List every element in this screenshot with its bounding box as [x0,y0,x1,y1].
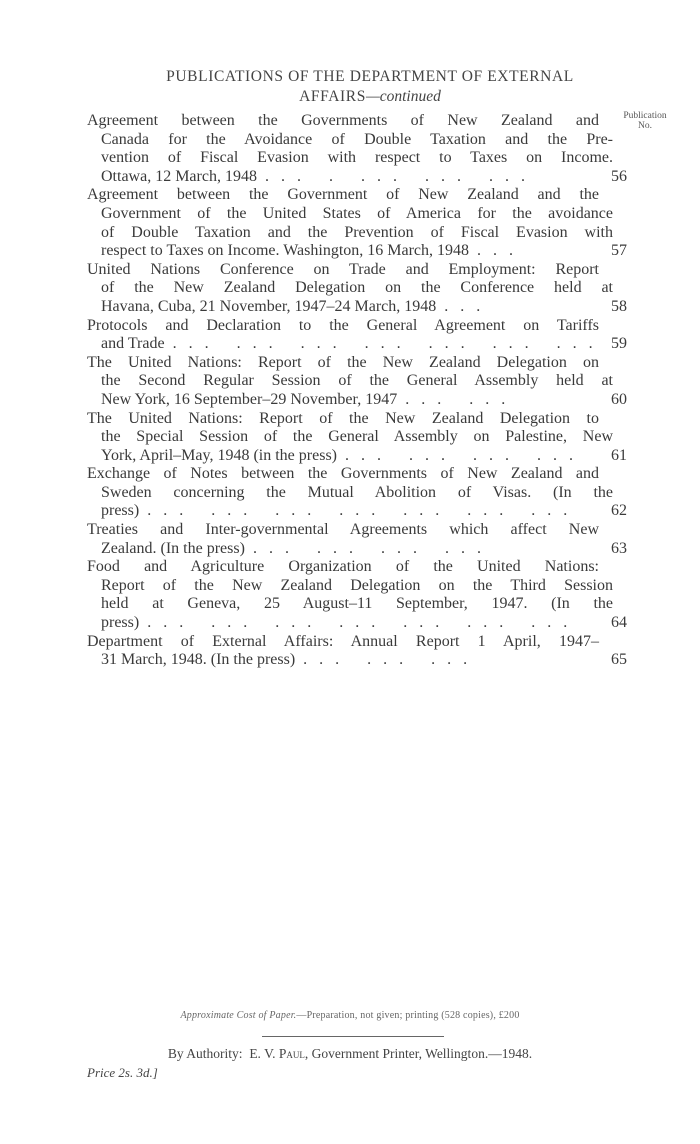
entry-last-line-text: Zealand. (In the press) [101,539,245,557]
publication-number: 64 [611,614,627,632]
entry-text-line [87,502,613,521]
publication-entry [87,558,687,632]
publication-entry [87,354,687,410]
entry-text-line: the Special Session of the General Assembly on Palestine, New [101,428,613,446]
entry-text-line: of Double Taxation and the Prevention of Fiscal Evasion with [101,223,613,241]
entry-last-line-text: respect to Taxes on Income. Washington, 16 March, 1948 [101,242,470,260]
authority-name: E. V. Paul [249,1046,305,1061]
publication-number: 61 [611,446,627,464]
dot-leader: ... ... ... [303,651,480,669]
publication-number: 57 [611,242,627,260]
entry-text-line: held at Geneva, 25 August–11 September, 1947. (In the [101,595,613,613]
publication-entry [87,186,687,260]
dot-leader: ... ... ... ... [345,446,585,464]
cost-of-paper [0,1010,700,1021]
publication-number: 56 [611,167,627,185]
publication-entry [87,521,687,558]
dot-leader: ... ... [405,390,518,408]
publication-list [87,112,687,670]
entry-last-line-text: and Trade [101,335,165,353]
publication-number: 60 [611,390,627,408]
entry-text-line [87,447,613,466]
publication-number: 59 [611,335,627,353]
entry-text-line: vention of Fiscal Evasion with respect to Taxes on Income. [101,149,613,167]
entry-text-line: Agreement between the Governments of New Zealand and [87,112,599,129]
entry-text-line: Agreement between the Government of New Zealand and the [87,186,599,204]
entry-last-line-text: York, April–May, 1948 (in the press) [101,446,337,464]
entry-text-line: Government of the United States of America for the avoidance [101,204,613,222]
entry-text-line: Department of External Affairs: Annual Report 1 April, 1947– [87,632,599,650]
entry-text-line [87,242,613,261]
entry-text-line: Report of the New Zealand Delegation on the Third Session [101,576,613,594]
entry-text-line: Treaties and Inter-governmental Agreements which affect New [87,521,599,539]
title-line-1: PUBLICATIONS OF THE DEPARTMENT OF EXTERNAL [166,68,574,85]
publication-number: 65 [611,651,627,669]
publication-entry [87,112,687,186]
publication-entry [87,465,687,521]
entry-text-line: The United Nations: Report of the New Zealand Delegation to [87,409,599,427]
dot-leader: ... ... ... ... ... ... ... [147,502,580,520]
authority-suffix: , Government Printer, Wellington.—1948. [304,1046,533,1061]
publication-entry [87,410,687,466]
entry-last-line-text: 31 March, 1948. (In the press) [101,651,296,669]
cost-text: —Preparation, not given; printing (528 copies), £200 [296,1010,520,1021]
publication-entry [87,633,687,670]
entry-text-line: United Nations Conference on Trade and Employment: Report [87,260,599,278]
dot-leader: ... [444,297,493,315]
entry-last-line-text: Ottawa, 12 March, 1948 [101,167,257,185]
printer-authority [0,1046,700,1062]
price: Price 2s. 3d.] [87,1065,158,1080]
authority-prefix: By Authority: [167,1046,243,1061]
entry-text-line: Protocols and Declaration to the General Agreement on Tariffs [87,316,599,334]
publication-number: 58 [611,297,627,315]
dot-leader: ... ... ... ... ... ... ... [147,614,580,632]
publication-number: 63 [611,539,627,557]
title-line-2 [100,87,640,107]
dot-leader: ... ... ... ... [252,539,493,557]
dot-leader: ... [477,242,526,260]
entry-text-line [87,335,613,354]
page-title [100,67,640,107]
cost-label: Approximate Cost of Paper. [180,1010,297,1021]
entry-last-line-text: New York, 16 September–29 November, 1947 [101,390,398,408]
publication-label-line-1: Publication [623,111,667,121]
entry-text-line: the Second Regular Session of the General Assembly held at [101,372,613,390]
entry-text-line: of the New Zealand Delegation on the Conference held at [101,279,613,297]
entry-text-line: The United Nations: Report of the New Zealand Delegation on [87,353,599,371]
entry-text-line [87,614,613,633]
entry-last-line-text: Havana, Cuba, 21 November, 1947–24 March, 1948 [101,297,437,315]
entry-text-line: Food and Agriculture Organization of the United Nations: [87,558,599,576]
footer-divider [262,1036,444,1037]
entry-text-line [87,651,613,670]
entry-text-line: Exchange of Notes between the Governments of New Zealand and [87,465,599,483]
dot-leader: ... ... ... ... ... ... ... [172,335,605,353]
publication-entry [87,317,687,354]
entry-last-line-text: press) [101,614,140,632]
title-continued: —continued [365,88,441,105]
entry-text-line [87,298,613,317]
entry-text-line [87,168,613,187]
title-affairs: AFFAIRS [299,88,366,105]
entry-text-line: Canada for the Avoidance of Double Taxation and the Pre- [101,130,613,148]
entry-last-line-text: press) [101,502,140,520]
entry-text-line [87,540,613,559]
publication-number: 62 [611,502,627,520]
publication-entry [87,261,687,317]
entry-text-line [87,391,613,410]
publication-label-line-2: No. [638,121,652,131]
dot-leader: ... . ... ... ... [264,167,537,185]
entry-text-line: Sweden concerning the Mutual Abolition of Visas. (In the [101,483,613,501]
